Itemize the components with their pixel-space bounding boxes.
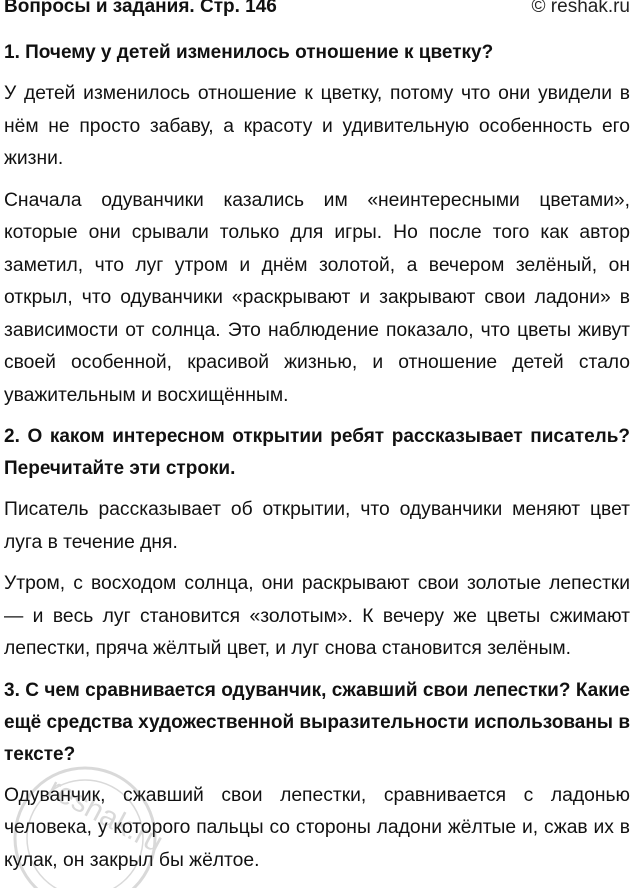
answer-paragraph: Писатель рассказывает об открытии, что одуванчики меняют цвет луга в течение дня. <box>4 499 630 553</box>
question-heading: 1. Почему у детей изменилось отношение к цветку? <box>4 42 494 63</box>
question-heading: 2. О каком интересном открытии ребят рассказывает писатель? Перечитайте эти строки. <box>4 426 630 479</box>
stamp-text: reshak.ru <box>42 771 169 860</box>
page-header <box>4 0 630 18</box>
source-watermark: © reshak.ru <box>531 0 630 17</box>
answer-paragraph: Одуванчик, сжавший свои лепестки, сравнивается с ладонью человека, у которого пальцы со стороны ладони жёлтые и, сжав их в кулак, он закрыл бы жёлтое. <box>4 784 630 871</box>
page-title: Вопросы и задания. Стр. 146 <box>4 0 277 17</box>
answer-paragraph: Утром, с восходом солнца, они раскрывают свои золотые лепестки — и весь луг становится «золотым». К вечеру же цветы сжимают лепестки, пряча жёлтый цвет, и луг снова становится зелёным. <box>4 573 630 659</box>
section-2 <box>4 421 630 666</box>
section-3 <box>4 675 630 878</box>
question-heading: 3. С чем сравнивается одуванчик, сжавший свои лепестки? Какие ещё средства художественной выразительности использованы в тексте? <box>4 679 630 765</box>
answer-paragraph: Сначала одуванчики казались им «неинтересными цветами», которые они срывали только для игры. Но после того как автор заметил, что луг утром и днём золотой, а вечером зелёный, он открыл, что одуванчики «раскрывают и закрывают свои ладони» в зависимости от солнца. Это наблюдение показало, что цветы живут своей особенной, красивой жизнью, и отношение детей стало уважительным и восхищённым. <box>4 189 630 406</box>
answer-paragraph: У детей изменилось отношение к цветку, потому что они увидели в нём не просто забаву, а красоту и удивительную особенность его жизни. <box>4 83 630 169</box>
section-1 <box>4 37 630 412</box>
